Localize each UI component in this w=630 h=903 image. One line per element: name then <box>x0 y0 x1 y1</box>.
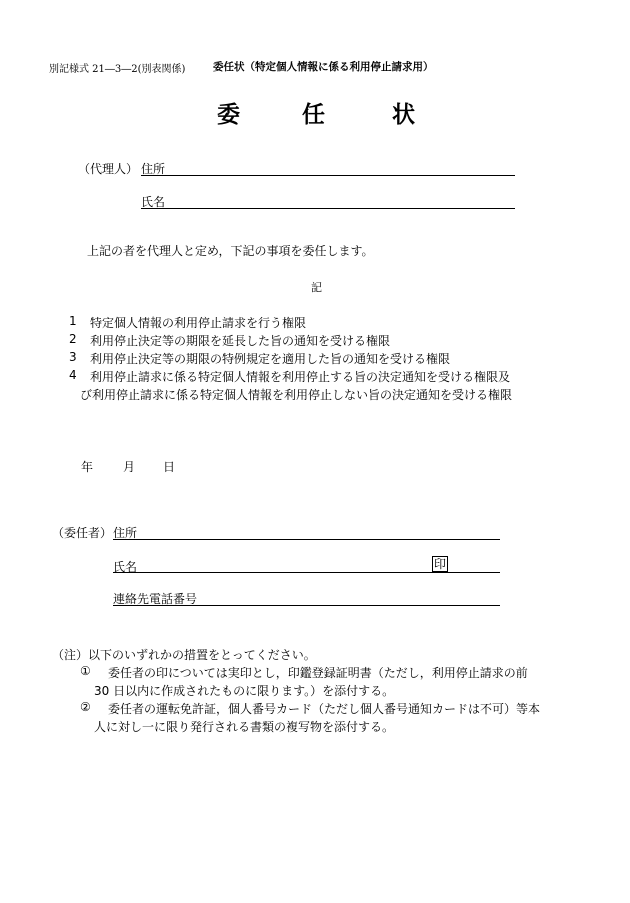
note-1-line-1: 委任者の印については実印とし，印鑑登録証明書（ただし，利用停止請求の前 <box>108 666 528 680</box>
principal-phone-line[interactable] <box>113 605 500 606</box>
form-number: 別記様式 21―3―2(別表関係) <box>49 64 186 75</box>
note-2-mark: ② <box>80 700 91 714</box>
ki-heading: 記 <box>311 281 322 294</box>
title-char-1: 委 <box>217 102 240 128</box>
date-month[interactable]: 月 <box>123 460 136 474</box>
item-text-4-continued: び利用停止請求に係る特定個人情報を利用停止しない旨の決定通知を受ける権限 <box>80 388 513 402</box>
agent-prefix: （代理人） <box>78 162 139 176</box>
date-day[interactable]: 日 <box>163 460 176 474</box>
item-text-1: 特定個人情報の利用停止請求を行う権限 <box>90 316 307 330</box>
item-text-3: 利用停止決定等の期限の特例規定を適用した旨の通知を受ける権限 <box>90 352 451 366</box>
item-number-1: 1 <box>69 314 77 328</box>
seal-mark: 印 <box>434 557 447 571</box>
item-text-2: 利用停止決定等の期限を延長した旨の通知を受ける権限 <box>90 334 391 348</box>
notes-heading: （注）以下のいずれかの措置をとってください。 <box>52 648 316 662</box>
agent-name-line[interactable] <box>141 208 515 209</box>
delegation-statement: 上記の者を代理人と定め，下記の事項を委任します。 <box>87 244 374 258</box>
item-number-2: 2 <box>69 332 77 346</box>
title-char-3: 状 <box>392 102 415 128</box>
note-2-line-2: 人に対し一に限り発行される書類の複写物を添付する。 <box>94 720 395 734</box>
principal-name-label: 氏名 <box>113 560 138 574</box>
item-text-4: 利用停止請求に係る特定個人情報を利用停止する旨の決定通知を受ける権限及 <box>90 370 511 384</box>
principal-name-line[interactable] <box>113 572 500 573</box>
principal-phone-label: 連絡先電話番号 <box>113 592 198 606</box>
item-number-4: 4 <box>69 368 77 382</box>
agent-address-line[interactable] <box>141 175 515 176</box>
principal-address-label: 住所 <box>113 526 138 540</box>
principal-prefix: （委任者） <box>52 526 113 540</box>
agent-name-label: 氏名 <box>141 195 166 209</box>
title-char-2: 任 <box>302 102 325 128</box>
date-year[interactable]: 年 <box>81 460 94 474</box>
item-number-3: 3 <box>69 350 77 364</box>
principal-address-line[interactable] <box>113 539 500 540</box>
agent-address-label: 住所 <box>141 162 166 176</box>
form-subtitle: 委任状（特定個人情報に係る利用停止請求用） <box>213 61 434 73</box>
note-1-mark: ① <box>80 664 91 678</box>
note-2-line-1: 委任者の運転免許証，個人番号カード（ただし個人番号通知カードは不可）等本 <box>108 702 541 716</box>
note-1-line-2: 30 日以内に作成されたものに限ります。）を添付する。 <box>94 684 395 698</box>
